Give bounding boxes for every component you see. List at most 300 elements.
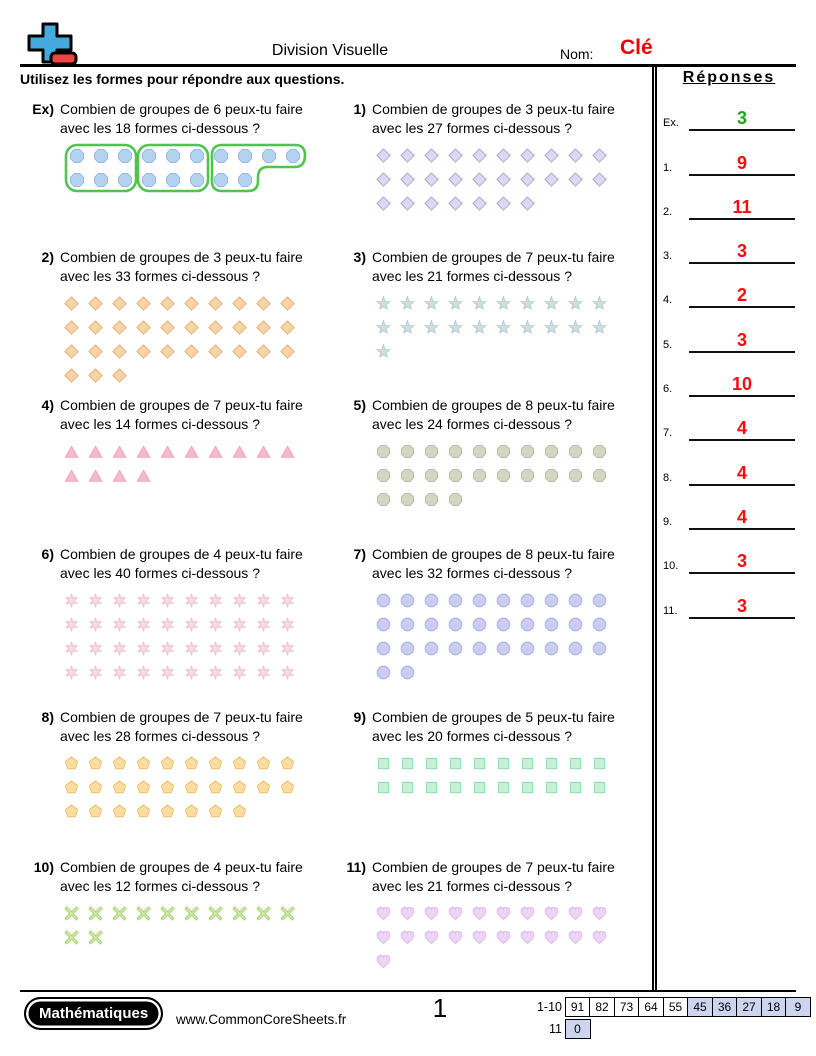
score-table [530, 997, 811, 1041]
diamond-shape-icon [448, 148, 472, 163]
problem-block [332, 248, 644, 396]
shape-row [376, 751, 644, 775]
heart-shape-icon [520, 930, 544, 945]
star6-shape-icon [160, 665, 184, 680]
shape-row [376, 191, 644, 215]
star6-shape-icon [88, 641, 112, 656]
square-shape-icon [496, 756, 520, 771]
triangle-shape-icon [136, 444, 160, 459]
answer-row [659, 397, 799, 441]
diamond-shape-icon [280, 296, 304, 311]
score-cell: 82 [589, 997, 615, 1017]
answer-row [659, 441, 799, 485]
diamond-shape-icon [592, 172, 616, 187]
pentagon-shape-icon [232, 780, 256, 795]
square-shape-icon [592, 756, 616, 771]
star6-shape-icon [280, 617, 304, 632]
problem-number: 8) [41, 709, 54, 725]
star5-shape-icon [472, 320, 496, 335]
diamond-shape-icon [472, 172, 496, 187]
grouped-shapes-illustration [64, 143, 314, 195]
diamond-shape-icon [280, 320, 304, 335]
circle-shape-icon [376, 617, 400, 632]
circle-shape-icon [424, 593, 448, 608]
heart-shape-icon [424, 906, 448, 921]
diamond-shape-icon [256, 296, 280, 311]
star6-shape-icon [88, 593, 112, 608]
square-shape-icon [544, 780, 568, 795]
circle-shape-icon [472, 617, 496, 632]
star6-shape-icon [160, 593, 184, 608]
circle-shape-icon [424, 641, 448, 656]
problem-number: 9) [353, 709, 366, 725]
heart-shape-icon [568, 906, 592, 921]
star5-shape-icon [400, 320, 424, 335]
pentagon-shape-icon [160, 756, 184, 771]
question-line1: Combien de groupes de 5 peux-tu faire [372, 709, 615, 725]
square-shape-icon [448, 756, 472, 771]
star6-shape-icon [64, 593, 88, 608]
cross-shape-icon [232, 906, 256, 921]
question-line1: Combien de groupes de 4 peux-tu faire [60, 546, 303, 562]
answer-label: 2. [663, 205, 673, 218]
answer-label: 11. [663, 604, 678, 617]
pentagon-shape-icon [232, 756, 256, 771]
page-title: Division Visuelle [271, 42, 389, 59]
shape-row [376, 167, 644, 191]
answer-blank-line [689, 552, 795, 574]
diamond-shape-icon [520, 148, 544, 163]
score-cell: 36 [712, 997, 738, 1017]
shape-row [64, 463, 332, 487]
triangle-shape-icon [112, 468, 136, 483]
star5-shape-icon [520, 296, 544, 311]
triangle-shape-icon [208, 444, 232, 459]
shape-row [376, 636, 644, 660]
answer-label: 8. [663, 471, 673, 484]
star6-shape-icon [64, 641, 88, 656]
star5-shape-icon [448, 320, 472, 335]
diamond-shape-icon [64, 344, 88, 359]
shape-row [64, 775, 332, 799]
star5-shape-icon [448, 296, 472, 311]
diamond-shape-icon [424, 196, 448, 211]
answer-blank-line [689, 375, 795, 397]
square-shape-icon [544, 756, 568, 771]
heart-shape-icon [376, 930, 400, 945]
answers-sidebar [652, 65, 799, 990]
diamond-shape-icon [400, 148, 424, 163]
answers-list [659, 87, 799, 619]
answer-row [659, 353, 799, 397]
square-shape-icon [400, 756, 424, 771]
diamond-shape-icon [544, 148, 568, 163]
pentagon-shape-icon [160, 780, 184, 795]
star6-shape-icon [232, 665, 256, 680]
score-range-label: 11 [549, 1022, 562, 1036]
star5-shape-icon [568, 320, 592, 335]
diamond-shape-icon [232, 344, 256, 359]
octagon-shape-icon [472, 468, 496, 483]
heart-shape-icon [424, 930, 448, 945]
pentagon-shape-icon [112, 780, 136, 795]
shape-row [376, 660, 644, 684]
octagon-shape-icon [568, 444, 592, 459]
star5-shape-icon [592, 320, 616, 335]
answer-value: 3 [736, 329, 747, 350]
circle-shape-icon [592, 617, 616, 632]
circle-shape-icon [448, 641, 472, 656]
cross-shape-icon [112, 906, 136, 921]
answer-row [659, 131, 799, 175]
triangle-shape-icon [184, 444, 208, 459]
shapes-grid [64, 588, 332, 684]
question-line1: Combien de groupes de 8 peux-tu faire [372, 546, 615, 562]
shapes-grid [376, 588, 644, 684]
pentagon-shape-icon [184, 780, 208, 795]
shape-row [376, 925, 644, 949]
problem-block [20, 858, 332, 973]
circle-shape-icon [400, 641, 424, 656]
circle-shape-icon [544, 593, 568, 608]
shapes-grid [376, 143, 644, 215]
star6-shape-icon [160, 641, 184, 656]
question-line1: Combien de groupes de 7 peux-tu faire [372, 249, 615, 265]
star6-shape-icon [256, 593, 280, 608]
score-cell: 9 [785, 997, 811, 1017]
pentagon-shape-icon [64, 756, 88, 771]
question-line1: Combien de groupes de 6 peux-tu faire [60, 101, 303, 117]
score-cell: 45 [687, 997, 713, 1017]
question-line2: avec les 24 formes ci-dessous ? [372, 416, 572, 432]
problem-block [332, 545, 644, 708]
star6-shape-icon [184, 665, 208, 680]
star6-shape-icon [136, 617, 160, 632]
heart-shape-icon [592, 930, 616, 945]
answer-value: 3 [736, 595, 747, 616]
circle-shape-icon [496, 617, 520, 632]
website-link[interactable]: www.CommonCoreSheets.fr [176, 1012, 347, 1027]
answer-label: 10. [663, 560, 679, 573]
circle-shape-icon [592, 593, 616, 608]
score-cell: 73 [614, 997, 640, 1017]
shape-row [376, 339, 644, 363]
pentagon-shape-icon [88, 756, 112, 771]
pentagon-shape-icon [112, 804, 136, 819]
star6-shape-icon [112, 617, 136, 632]
star6-shape-icon [232, 617, 256, 632]
circle-shape-icon [400, 617, 424, 632]
score-row [530, 1019, 811, 1040]
question-line1: Combien de groupes de 4 peux-tu faire [60, 859, 303, 875]
circle-shape-icon [520, 641, 544, 656]
question-line2: avec les 14 formes ci-dessous ? [60, 416, 260, 432]
answer-blank-line [689, 419, 795, 441]
question-line2: avec les 18 formes ci-dessous ? [60, 120, 260, 136]
shape-row [376, 775, 644, 799]
shape-row [376, 143, 644, 167]
problem-number: 5) [353, 397, 366, 413]
answer-blank-line [689, 464, 795, 486]
star5-shape-icon [496, 296, 520, 311]
question-line2: avec les 28 formes ci-dessous ? [60, 728, 260, 744]
shape-row [64, 660, 332, 684]
score-cell: 64 [638, 997, 664, 1017]
name-label: Nom: [560, 46, 594, 62]
star6-shape-icon [256, 617, 280, 632]
octagon-shape-icon [448, 492, 472, 507]
heart-shape-icon [520, 906, 544, 921]
diamond-shape-icon [232, 320, 256, 335]
pentagon-shape-icon [184, 756, 208, 771]
shapes-grid [64, 439, 332, 487]
problem-block [20, 248, 332, 396]
cross-shape-icon [64, 906, 88, 921]
problem-number: 3) [353, 249, 366, 265]
score-range-label: 1-10 [536, 1000, 562, 1014]
answer-blank-line [689, 286, 795, 308]
star6-shape-icon [232, 641, 256, 656]
shape-row [64, 925, 332, 949]
diamond-shape-icon [496, 196, 520, 211]
triangle-shape-icon [88, 468, 112, 483]
cross-shape-icon [88, 930, 112, 945]
answer-label: 7. [663, 427, 673, 440]
answer-label: 3. [663, 250, 673, 263]
problem-number: 7) [353, 546, 366, 562]
square-shape-icon [568, 756, 592, 771]
circle-shape-icon [520, 593, 544, 608]
diamond-shape-icon [184, 344, 208, 359]
shapes-grid [376, 901, 644, 973]
page-number: 1 [432, 993, 448, 1023]
heart-shape-icon [592, 906, 616, 921]
star5-shape-icon [496, 320, 520, 335]
heart-shape-icon [376, 906, 400, 921]
square-shape-icon [424, 756, 448, 771]
shapes-grid [376, 439, 644, 511]
answer-blank-line [689, 242, 795, 264]
star6-shape-icon [256, 641, 280, 656]
answer-blank-line [689, 198, 795, 220]
star6-shape-icon [208, 665, 232, 680]
brand-badge: Mathématiques [24, 997, 163, 1030]
answer-row [659, 486, 799, 530]
circle-shape-icon [472, 641, 496, 656]
problem-number: 2) [41, 249, 54, 265]
pentagon-shape-icon [208, 804, 232, 819]
heart-shape-icon [544, 930, 568, 945]
diamond-shape-icon [400, 172, 424, 187]
diamond-shape-icon [136, 320, 160, 335]
diamond-shape-icon [568, 148, 592, 163]
star5-shape-icon [376, 320, 400, 335]
score-cell: 91 [565, 997, 591, 1017]
cross-shape-icon [136, 906, 160, 921]
star6-shape-icon [208, 593, 232, 608]
star6-shape-icon [64, 665, 88, 680]
answer-label: 9. [663, 515, 673, 528]
diamond-shape-icon [472, 148, 496, 163]
cross-shape-icon [280, 906, 304, 921]
problem-number: 1) [353, 101, 366, 117]
diamond-shape-icon [160, 320, 184, 335]
diamond-shape-icon [112, 368, 136, 383]
diamond-shape-icon [448, 172, 472, 187]
shapes-grid [64, 143, 332, 200]
answer-blank-line [689, 154, 795, 176]
star6-shape-icon [184, 593, 208, 608]
star6-shape-icon [184, 617, 208, 632]
octagon-shape-icon [400, 468, 424, 483]
circle-shape-icon [400, 593, 424, 608]
octagon-shape-icon [520, 468, 544, 483]
diamond-shape-icon [88, 320, 112, 335]
triangle-shape-icon [88, 444, 112, 459]
octagon-shape-icon [376, 444, 400, 459]
shape-row [376, 463, 644, 487]
shape-row [376, 588, 644, 612]
pentagon-shape-icon [280, 780, 304, 795]
square-shape-icon [472, 756, 496, 771]
cross-shape-icon [208, 906, 232, 921]
circle-shape-icon [544, 641, 568, 656]
answer-label: 6. [663, 383, 673, 396]
pentagon-shape-icon [280, 756, 304, 771]
cross-shape-icon [184, 906, 208, 921]
star6-shape-icon [280, 593, 304, 608]
circle-shape-icon [448, 617, 472, 632]
star5-shape-icon [544, 320, 568, 335]
triangle-shape-icon [160, 444, 184, 459]
diamond-shape-icon [376, 196, 400, 211]
cross-shape-icon [160, 906, 184, 921]
answer-row [659, 308, 799, 352]
question-line2: avec les 21 formes ci-dessous ? [372, 878, 572, 894]
shape-row [64, 751, 332, 775]
score-row [530, 997, 811, 1018]
star6-shape-icon [136, 665, 160, 680]
shapes-grid [64, 751, 332, 823]
octagon-shape-icon [472, 444, 496, 459]
diamond-shape-icon [112, 320, 136, 335]
diamond-shape-icon [232, 296, 256, 311]
answer-blank-line [689, 508, 795, 530]
shape-row [376, 315, 644, 339]
problem-block [20, 396, 332, 545]
question-line2: avec les 21 formes ci-dessous ? [372, 268, 572, 284]
answer-value: 4 [736, 506, 747, 527]
diamond-shape-icon [520, 172, 544, 187]
answer-value: 4 [736, 418, 747, 439]
shape-row [64, 291, 332, 315]
heart-shape-icon [496, 906, 520, 921]
triangle-shape-icon [232, 444, 256, 459]
octagon-shape-icon [400, 492, 424, 507]
diamond-shape-icon [208, 296, 232, 311]
diamond-shape-icon [64, 368, 88, 383]
circle-shape-icon [568, 617, 592, 632]
heart-shape-icon [544, 906, 568, 921]
diamond-shape-icon [136, 344, 160, 359]
question-line2: avec les 27 formes ci-dessous ? [372, 120, 572, 136]
question-line2: avec les 40 formes ci-dessous ? [60, 565, 260, 581]
answer-label: 5. [663, 338, 673, 351]
answer-value: 10 [731, 374, 753, 395]
heart-shape-icon [448, 906, 472, 921]
problem-block [332, 396, 644, 545]
diamond-shape-icon [88, 296, 112, 311]
instruction-text: Utilisez les formes pour répondre aux questions. [20, 71, 345, 87]
shapes-grid [64, 291, 332, 387]
score-cell: 0 [565, 1019, 591, 1039]
star5-shape-icon [472, 296, 496, 311]
pentagon-shape-icon [64, 804, 88, 819]
question-line2: avec les 12 formes ci-dessous ? [60, 878, 260, 894]
shape-row [376, 949, 644, 973]
pentagon-shape-icon [160, 804, 184, 819]
diamond-shape-icon [592, 148, 616, 163]
pentagon-shape-icon [64, 780, 88, 795]
diamond-shape-icon [448, 196, 472, 211]
shape-row [64, 799, 332, 823]
score-cell: 18 [761, 997, 787, 1017]
question-line1: Combien de groupes de 7 peux-tu faire [60, 397, 303, 413]
problem-number: 6) [41, 546, 54, 562]
answer-row [659, 530, 799, 574]
question-line1: Combien de groupes de 3 peux-tu faire [60, 249, 303, 265]
diamond-shape-icon [424, 172, 448, 187]
question-line1: Combien de groupes de 8 peux-tu faire [372, 397, 615, 413]
diamond-shape-icon [544, 172, 568, 187]
footer-divider [20, 990, 796, 992]
answer-row [659, 220, 799, 264]
star6-shape-icon [280, 641, 304, 656]
square-shape-icon [496, 780, 520, 795]
answer-value: 3 [736, 108, 747, 129]
shape-row [376, 612, 644, 636]
circle-shape-icon [496, 641, 520, 656]
shape-row [64, 901, 332, 925]
shape-row [376, 487, 644, 511]
problems-grid [20, 100, 650, 973]
heart-shape-icon [448, 930, 472, 945]
star6-shape-icon [232, 593, 256, 608]
pentagon-shape-icon [136, 804, 160, 819]
problem-block [332, 858, 644, 973]
problem-number: Ex) [32, 101, 54, 117]
star6-shape-icon [280, 665, 304, 680]
diamond-shape-icon [112, 296, 136, 311]
star6-shape-icon [256, 665, 280, 680]
shape-row [64, 315, 332, 339]
octagon-shape-icon [592, 468, 616, 483]
answer-label: 4. [663, 294, 673, 307]
circle-shape-icon [544, 617, 568, 632]
circle-shape-icon [592, 641, 616, 656]
shape-row [64, 439, 332, 463]
question-line2: avec les 33 formes ci-dessous ? [60, 268, 260, 284]
pentagon-shape-icon [184, 804, 208, 819]
diamond-shape-icon [184, 320, 208, 335]
circle-shape-icon [448, 593, 472, 608]
octagon-shape-icon [376, 492, 400, 507]
answer-value: 11 [732, 196, 752, 217]
square-shape-icon [520, 780, 544, 795]
square-shape-icon [376, 756, 400, 771]
star6-shape-icon [208, 641, 232, 656]
pentagon-shape-icon [256, 780, 280, 795]
